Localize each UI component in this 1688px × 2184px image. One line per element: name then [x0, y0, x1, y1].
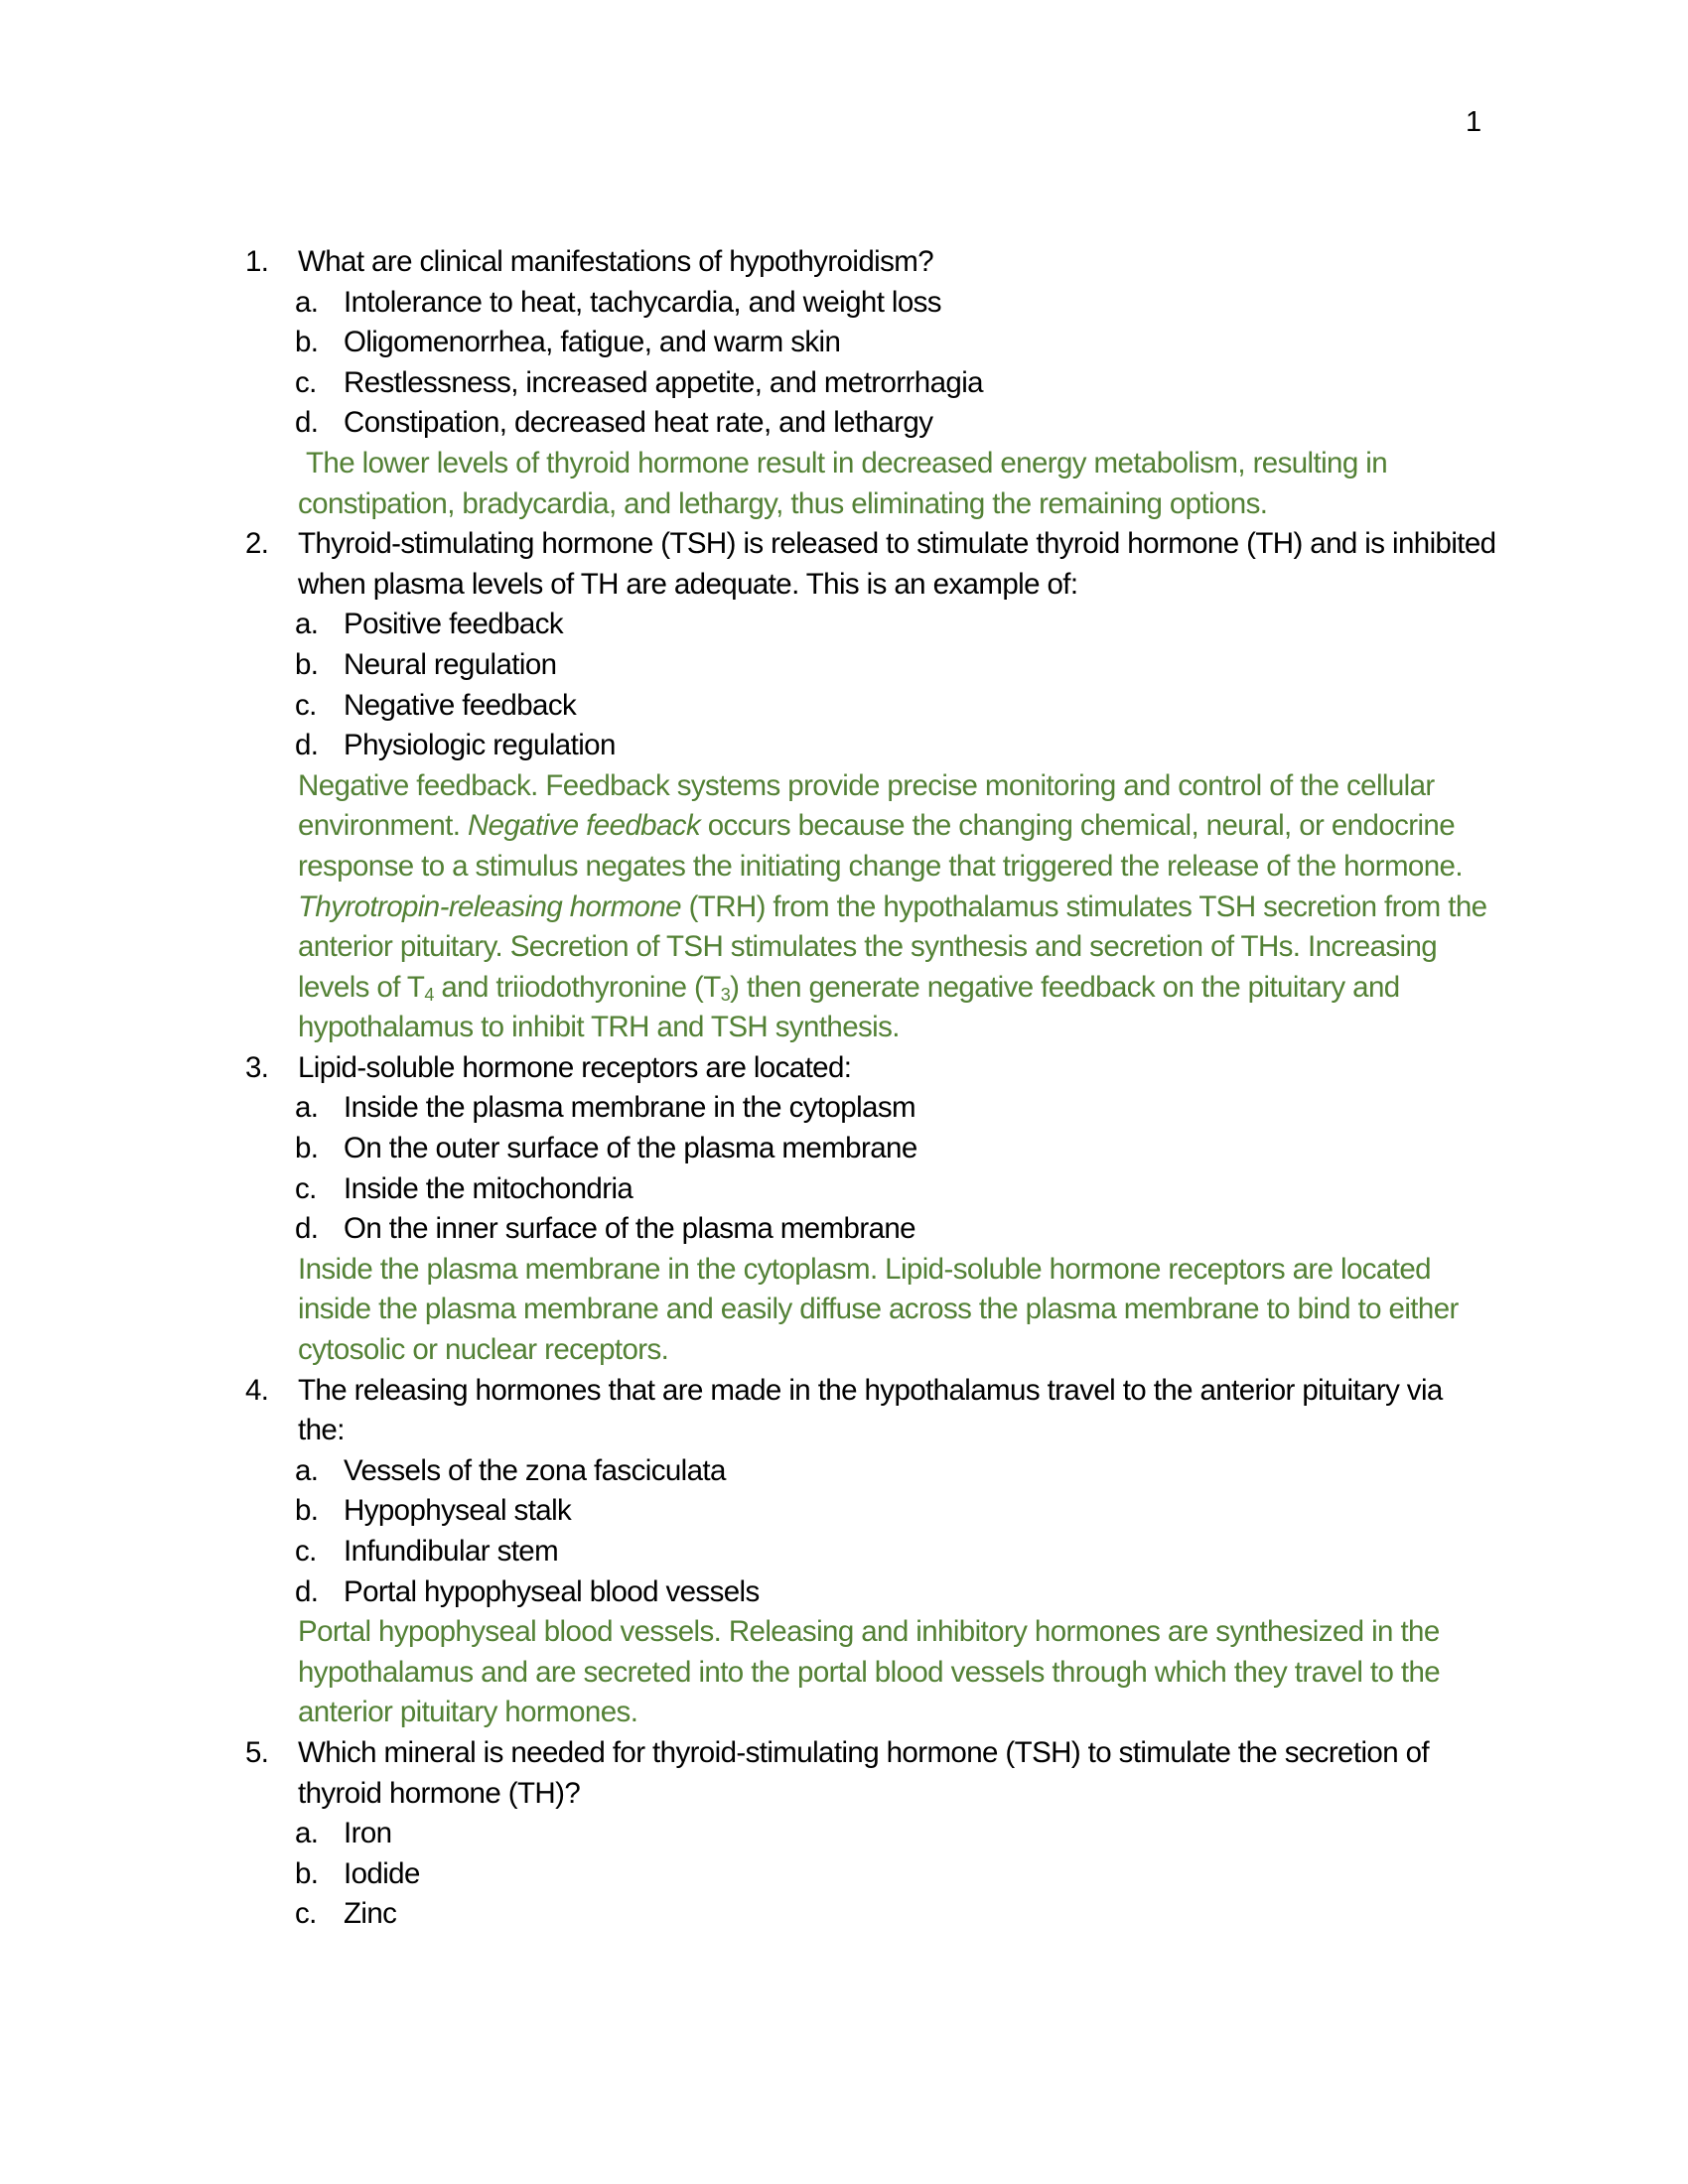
option-c: [245, 1169, 1496, 1210]
option-letter: a.: [295, 1817, 319, 1850]
option-text: Negative feedback: [344, 688, 577, 722]
option-b: [245, 645, 1496, 686]
explanation-text: (TRH) from the hypothalamus stimulates TSH secretion from the anterior pituitary. Secretion of TSH stimulates the synthesis and secretion of THs. Increasing levels of T: [298, 889, 1487, 1004]
question-3: [245, 1048, 1496, 1089]
option-text: Hypophyseal stalk: [344, 1494, 572, 1528]
option-a: [245, 605, 1496, 645]
question-1-options: [245, 283, 1496, 444]
option-b: [245, 1129, 1496, 1169]
option-letter: a.: [295, 608, 319, 641]
option-c: [245, 363, 1496, 404]
explanation-text: Negative feedback. Feedback systems provide precise monitoring and control of the cellular environment.: [298, 768, 1435, 843]
explanation-text: ) then generate negative feedback on the pituitary and hypothalamus to inhibit TRH and TSH synthesis.: [298, 970, 1400, 1044]
explanation-term-negative-feedback: Negative feedback: [467, 809, 701, 843]
question-4: [245, 1371, 1496, 1451]
option-letter: d.: [295, 729, 319, 762]
option-text: Oligomenorrhea, fatigue, and warm skin: [344, 326, 841, 359]
option-text: Neural regulation: [344, 647, 557, 681]
page-number: 1: [1466, 106, 1482, 138]
option-letter: b.: [295, 326, 319, 359]
option-text: Restlessness, increased appetite, and metrorrhagia: [344, 365, 983, 399]
option-letter: a.: [295, 1453, 319, 1487]
question-number: 1.: [245, 245, 269, 278]
option-a: [245, 1088, 1496, 1129]
question-number: 2.: [245, 527, 269, 561]
question-5: [245, 1733, 1496, 1814]
option-a: [245, 1814, 1496, 1854]
option-text: On the inner surface of the plasma membrane: [344, 1212, 915, 1246]
option-letter: c.: [295, 688, 317, 722]
question-number: 3.: [245, 1050, 269, 1084]
option-text: Iodide: [344, 1856, 420, 1890]
option-letter: d.: [295, 406, 319, 440]
option-letter: c.: [295, 1535, 317, 1568]
answer-explanation-2: [245, 766, 1496, 1048]
question-2-options: [245, 605, 1496, 765]
subscript-3: 3: [720, 984, 731, 1005]
subscript-4: 4: [424, 984, 434, 1005]
question-3-options: [245, 1088, 1496, 1249]
question-5-options: [245, 1814, 1496, 1935]
option-letter: c.: [295, 1171, 317, 1205]
option-text: Inside the mitochondria: [344, 1171, 633, 1205]
option-text: Positive feedback: [344, 608, 564, 641]
question-2: [245, 524, 1496, 605]
answer-explanation-1: The lower levels of thyroid hormone result in decreased energy metabolism, resulting in constipation, bradycardia, and lethargy, thus eliminating the remaining options.: [298, 446, 1388, 520]
option-b: [245, 1491, 1496, 1532]
option-text: Iron: [344, 1817, 392, 1850]
answer-explanation-3: Inside the plasma membrane in the cytoplasm. Lipid-soluble hormone receptors are located inside the plasma membrane and easily diffuse across the plasma membrane to bind to either cytosolic or nuclear receptors.: [298, 1252, 1459, 1367]
option-letter: b.: [295, 647, 319, 681]
explanation-text: occurs because the changing chemical, neural, or endocrine response to a stimulus negates the initiating change that triggered the release of the hormone.: [298, 809, 1463, 883]
question-text: Which mineral is needed for thyroid-stimulating hormone (TSH) to stimulate the secretion of thyroid hormone (TH)?: [298, 1735, 1430, 1810]
option-text: Zinc: [344, 1897, 397, 1931]
option-d: [245, 1209, 1496, 1250]
option-letter: b.: [295, 1132, 319, 1165]
option-a: [245, 1451, 1496, 1492]
option-text: Physiologic regulation: [344, 729, 616, 762]
option-text: Infundibular stem: [344, 1535, 559, 1568]
question-1: [245, 242, 1496, 283]
option-text: Inside the plasma membrane in the cytoplasm: [344, 1091, 915, 1125]
answer-explanation-4: Portal hypophyseal blood vessels. Releasing and inhibitory hormones are synthesized in the hypothalamus and are secreted into the portal blood vessels through which they travel to the anterior pituitary hormones.: [298, 1615, 1441, 1729]
option-letter: c.: [295, 365, 317, 399]
option-text: On the outer surface of the plasma membrane: [344, 1132, 917, 1165]
question-4-options: [245, 1451, 1496, 1612]
option-text: Vessels of the zona fasciculata: [344, 1453, 726, 1487]
option-text: Intolerance to heat, tachycardia, and weight loss: [344, 285, 941, 319]
explanation-text: and triiodothyronine (T: [433, 970, 721, 1004]
option-letter: a.: [295, 285, 319, 319]
question-text: What are clinical manifestations of hypothyroidism?: [298, 245, 934, 278]
question-text: Lipid-soluble hormone receptors are located:: [298, 1050, 852, 1084]
question-text: Thyroid-stimulating hormone (TSH) is released to stimulate thyroid hormone (TH) and is inhibited when plasma levels of TH are adequate. This is an example of:: [298, 527, 1496, 601]
option-letter: d.: [295, 1212, 319, 1246]
option-d: [245, 1572, 1496, 1613]
question-number: 5.: [245, 1735, 269, 1769]
option-text: Portal hypophyseal blood vessels: [344, 1574, 760, 1608]
document-body: [245, 242, 1496, 1935]
option-text: Constipation, decreased heat rate, and lethargy: [344, 406, 933, 440]
question-number: 4.: [245, 1373, 269, 1407]
option-a: [245, 283, 1496, 324]
option-d: [245, 403, 1496, 444]
question-text: The releasing hormones that are made in the hypothalamus travel to the anterior pituitary via the:: [298, 1373, 1443, 1447]
option-c: [245, 1894, 1496, 1935]
option-letter: c.: [295, 1897, 317, 1931]
option-letter: d.: [295, 1574, 319, 1608]
option-letter: b.: [295, 1856, 319, 1890]
option-letter: a.: [295, 1091, 319, 1125]
option-c: [245, 686, 1496, 727]
option-b: [245, 323, 1496, 363]
option-d: [245, 726, 1496, 766]
explanation-term-trh: Thyrotropin-releasing hormone: [298, 889, 681, 923]
option-letter: b.: [295, 1494, 319, 1528]
option-c: [245, 1532, 1496, 1572]
option-b: [245, 1854, 1496, 1895]
